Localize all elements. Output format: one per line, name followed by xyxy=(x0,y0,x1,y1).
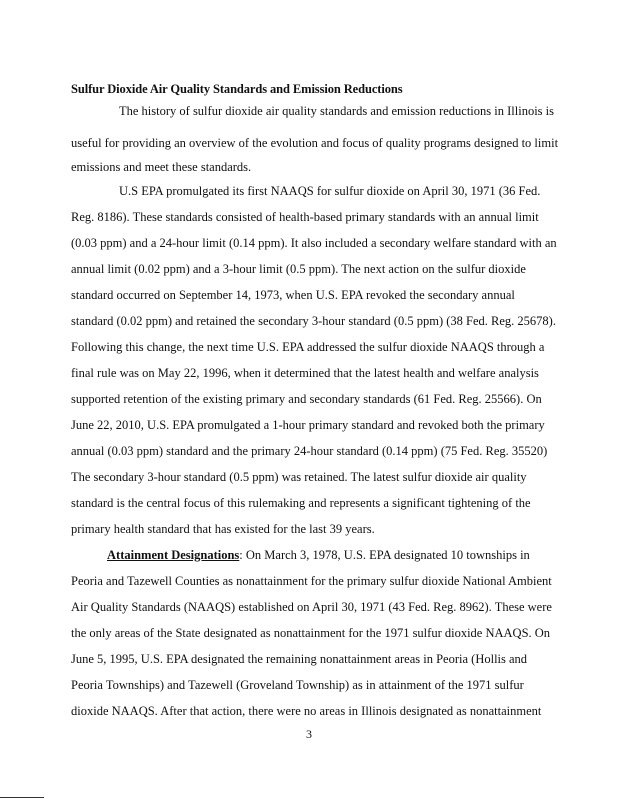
paragraph-line: useful for providing an overview of the evolution and focus of quality programs designed to limit xyxy=(71,136,559,150)
page-number: 3 xyxy=(306,727,312,741)
paragraph-line: Following this change, the next time U.S. EPA addressed the sulfur dioxide NAAQS through a xyxy=(71,340,545,354)
paragraph-line: final rule was on May 22, 1996, when it determined that the latest health and welfare analysis xyxy=(71,366,539,380)
paragraph-line: The secondary 3-hour standard (0.5 ppm) was retained. The latest sulfur dioxide air quality xyxy=(71,470,527,484)
paragraph-line: U.S EPA promulgated its first NAAQS for sulfur dioxide on April 30, 1971 (36 Fed. xyxy=(119,184,541,198)
paragraph-line: Reg. 8186). These standards consisted of health-based primary standards with an annual limit xyxy=(71,210,539,224)
paragraph-line: standard occurred on September 14, 1973, when U.S. EPA revoked the secondary annual xyxy=(71,288,515,302)
paragraph-line: standard is the central focus of this rulemaking and represents a significant tightening of the xyxy=(71,496,531,510)
paragraph-line: emissions and meet these standards. xyxy=(71,160,252,174)
paragraph-line: supported retention of the existing primary and secondary standards (61 Fed. Reg. 25566). On xyxy=(71,392,542,406)
paragraph-line: (0.03 ppm) and a 24-hour limit (0.14 ppm). It also included a secondary welfare standard with an xyxy=(71,236,557,250)
paragraph-line xyxy=(107,548,530,562)
paragraph-line: annual (0.03 ppm) standard and the primary 24-hour standard (0.14 ppm) (75 Fed. Reg. 35520) xyxy=(71,444,548,458)
paragraph-line: dioxide NAAQS. After that action, there were no areas in Illinois designated as nonattainment xyxy=(71,704,542,718)
paragraph-line: Air Quality Standards (NAAQS) established on April 30, 1971 (43 Fed. Reg. 8962). These were xyxy=(71,600,552,614)
paragraph-line: Peoria Townships) and Tazewell (Groveland Township) as in attainment of the 1971 sulfur xyxy=(71,678,524,692)
section-heading: Sulfur Dioxide Air Quality Standards and Emission Reductions xyxy=(71,82,403,96)
paragraph-line: standard (0.02 ppm) and retained the secondary 3-hour standard (0.5 ppm) (38 Fed. Reg. 25678). xyxy=(71,314,556,328)
footer-rule xyxy=(0,797,44,798)
attainment-designations-label: Attainment Designations xyxy=(107,548,240,562)
paragraph-line: Peoria and Tazewell Counties as nonattainment for the primary sulfur dioxide National Ambient xyxy=(71,574,552,588)
paragraph-line: primary health standard that has existed for the last 39 years. xyxy=(71,522,375,536)
paragraph-line: the only areas of the State designated as nonattainment for the 1971 sulfur dioxide NAAQS. On xyxy=(71,626,551,640)
paragraph-line: June 22, 2010, U.S. EPA promulgated a 1-hour primary standard and revoked both the primary xyxy=(71,418,545,432)
paragraph-line: annual limit (0.02 ppm) and a 3-hour limit (0.5 ppm). The next action on the sulfur dioxide xyxy=(71,262,526,276)
paragraph-line: The history of sulfur dioxide air quality standards and emission reductions in Illinois is xyxy=(119,104,555,118)
paragraph-line-rest: : On March 3, 1978, U.S. EPA designated 10 townships in xyxy=(239,548,530,562)
paragraph-line: June 5, 1995, U.S. EPA designated the remaining nonattainment areas in Peoria (Hollis and xyxy=(71,652,528,666)
